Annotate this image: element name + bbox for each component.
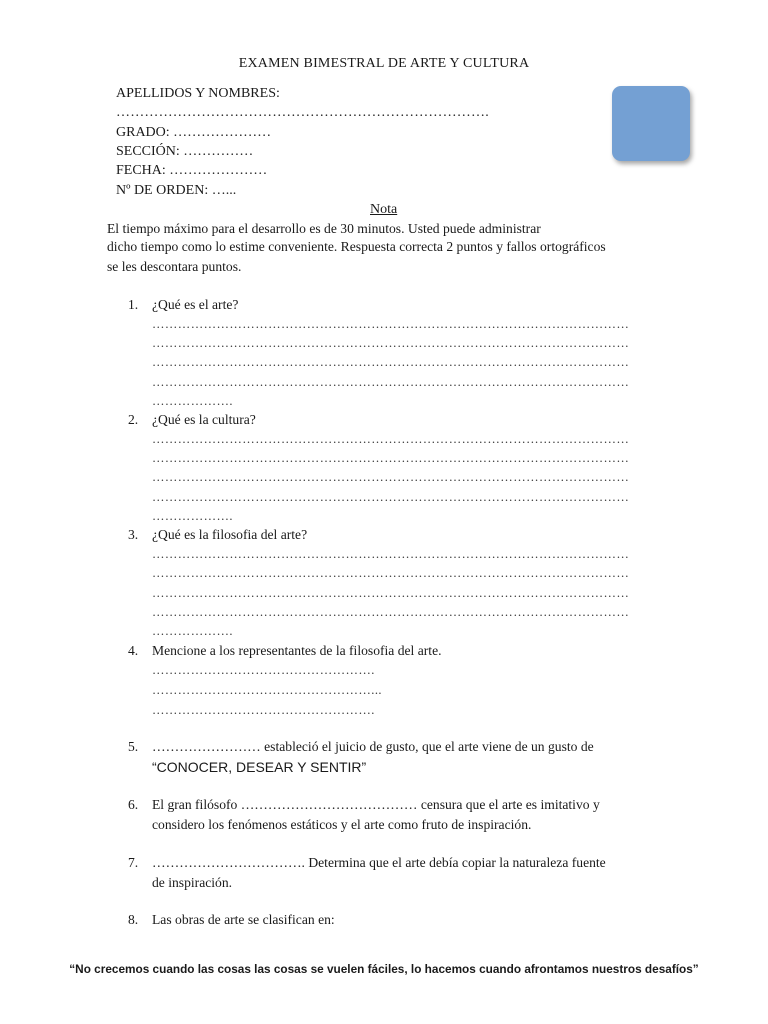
question-number: 7.: [128, 855, 139, 870]
orden-field: Nº DE ORDEN: …...: [116, 183, 237, 198]
question-text: Las obras de arte se clasifican en:: [152, 912, 335, 927]
answer-line: …………………………………………………………………………………………………: [152, 375, 630, 389]
fecha-field: FECHA: …………………: [116, 163, 268, 178]
answer-line: …………………………………………………………………………………………………: [152, 566, 630, 580]
logo-box: [612, 86, 690, 161]
seccion-field: SECCIÓN: ……………: [116, 144, 254, 159]
names-label: APELLIDOS Y NOMBRES:: [116, 86, 280, 101]
answer-line: ……………….: [152, 394, 233, 408]
question-text: …………………… estableció el juicio de gusto, que el arte viene de un gusto de: [152, 739, 594, 754]
answer-line: …………………………………………………………………………………………………: [152, 317, 630, 331]
instructions-line-2: dicho tiempo como lo estime conveniente. Respuesta correcta 2 puntos y fallos ortográficos: [107, 239, 606, 254]
question-text: ¿Qué es la filosofia del arte?: [152, 527, 308, 542]
nota-heading: Nota: [370, 202, 398, 217]
answer-line: …………………………………………………………………………………………………: [152, 586, 630, 600]
question-number: 6.: [128, 797, 139, 812]
answer-line: ……………….: [152, 624, 233, 638]
question-number: 2.: [128, 412, 139, 427]
answer-line: …………………………………………………………………………………………………: [152, 547, 630, 561]
answer-line: …………………………………………………………………………………………………: [152, 432, 630, 446]
question-text: de inspiración.: [152, 875, 233, 890]
answer-line: …………………………………………………………………………………………………: [152, 490, 630, 504]
answer-line: …………………………………………………………………………………………………: [152, 336, 630, 350]
answer-line: …………………………………………………………………………………………………: [152, 451, 630, 465]
instructions-line-1: El tiempo máximo para el desarrollo es de 30 minutos. Usted puede administrar: [107, 221, 541, 236]
question-text: Mencione a los representantes de la filosofia del arte.: [152, 643, 442, 658]
footer-quote: “No crecemos cuando las cosas las cosas se vuelen fáciles, lo hacemos cuando afrontamos nuestros desafíos”: [69, 962, 699, 976]
answer-line: …………………………………………………………………………………………………: [152, 470, 630, 484]
answer-line: ……………….: [152, 509, 233, 523]
names-answer-line: …………………………………………………………………….: [116, 105, 489, 120]
question-text: ¿Qué es la cultura?: [152, 412, 256, 427]
question-text: ¿Qué es el arte?: [152, 297, 239, 312]
exam-title: EXAMEN BIMESTRAL DE ARTE Y CULTURA: [238, 56, 530, 71]
grado-field: GRADO: …………………: [116, 125, 272, 140]
answer-line: …………………………………………………………………………………………………: [152, 605, 630, 619]
question-number: 8.: [128, 912, 139, 927]
question-text: considero los fenómenos estáticos y el arte como fruto de inspiración.: [152, 817, 532, 832]
question-number: 5.: [128, 739, 139, 754]
question-text: El gran filósofo ………………………………… censura que el arte es imitativo y: [152, 797, 600, 812]
answer-line: …………………………………………….: [152, 703, 375, 717]
answer-line: ……………………………………………...: [152, 683, 382, 697]
instructions-line-3: se les descontara puntos.: [107, 259, 242, 274]
question-number: 1.: [128, 297, 139, 312]
question-text: “CONOCER, DESEAR Y SENTIR”: [152, 759, 367, 775]
question-text: ……………………………. Determina que el arte debía copiar la naturaleza fuente: [152, 855, 606, 870]
question-number: 3.: [128, 527, 139, 542]
question-number: 4.: [128, 643, 139, 658]
answer-line: …………………………………………….: [152, 663, 375, 677]
answer-line: …………………………………………………………………………………………………: [152, 355, 630, 369]
